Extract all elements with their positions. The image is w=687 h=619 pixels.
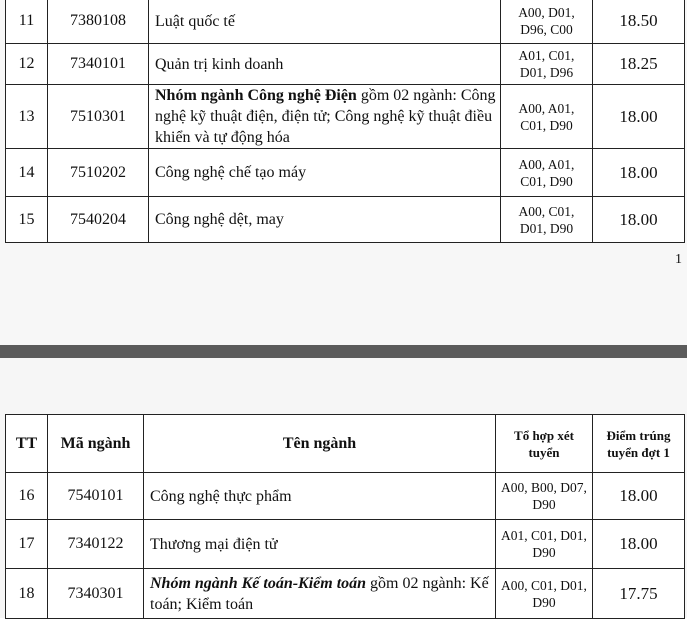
row-name-bold: Nhóm ngành Kế toán-Kiểm toán bbox=[150, 574, 367, 592]
row-score: 18.00 bbox=[593, 149, 685, 197]
row-code: 7340101 bbox=[48, 44, 149, 85]
table-row bbox=[6, 44, 685, 85]
row-tt: 16 bbox=[6, 473, 48, 520]
row-score: 18.00 bbox=[593, 473, 685, 520]
row-name-rest: gồm 02 ngành: Công nghệ kỹ thuật điện, điện tử; Công nghệ kỹ thuật điều khiển và tự động hóa bbox=[155, 87, 496, 146]
row-combo: A00, C01, D01, D90 bbox=[496, 569, 593, 619]
row-name: Công nghệ dệt, may bbox=[149, 197, 501, 243]
table-row bbox=[6, 473, 685, 520]
row-combo: A00, C01, D01, D90 bbox=[501, 197, 593, 243]
row-name: Quản trị kinh doanh bbox=[149, 44, 501, 85]
table-row bbox=[6, 520, 685, 569]
row-name: Thương mại điện tử bbox=[144, 520, 496, 569]
page-divider bbox=[0, 345, 687, 358]
table-row bbox=[6, 197, 685, 243]
header-name: Tên ngành bbox=[144, 415, 496, 473]
page-2 bbox=[0, 358, 687, 618]
header-tt: TT bbox=[6, 415, 48, 473]
row-code: 7340301 bbox=[48, 569, 144, 619]
admission-table-page-2 bbox=[5, 414, 685, 619]
header-score: Điểm trúng tuyển đợt 1 bbox=[593, 415, 685, 473]
table-row bbox=[6, 569, 685, 619]
row-combo: A00, A01, C01, D90 bbox=[501, 85, 593, 149]
row-name-rest: gồm 02 ngành: Kế toán; Kiểm toán bbox=[150, 574, 489, 613]
row-tt: 11 bbox=[6, 0, 48, 44]
row-combo: A00, A01, C01, D90 bbox=[501, 149, 593, 197]
row-code: 7510202 bbox=[48, 149, 149, 197]
row-score: 17.75 bbox=[593, 569, 685, 619]
row-score: 18.50 bbox=[593, 0, 685, 44]
row-score: 18.00 bbox=[593, 85, 685, 149]
row-name-bold: Nhóm ngành Công nghệ Điện bbox=[155, 87, 357, 104]
row-score: 18.00 bbox=[593, 197, 685, 243]
row-code: 7540204 bbox=[48, 197, 149, 243]
table-header bbox=[6, 415, 685, 473]
table-row bbox=[6, 85, 685, 149]
row-name: Luật quốc tế bbox=[149, 0, 501, 44]
row-tt: 18 bbox=[6, 569, 48, 619]
row-score: 18.25 bbox=[593, 44, 685, 85]
row-tt: 12 bbox=[6, 44, 48, 85]
row-tt: 15 bbox=[6, 197, 48, 243]
row-code: 7340122 bbox=[48, 520, 144, 569]
row-tt: 17 bbox=[6, 520, 48, 569]
header-code: Mã ngành bbox=[48, 415, 144, 473]
table-row bbox=[6, 0, 685, 44]
row-code: 7380108 bbox=[48, 0, 149, 44]
row-code: 7540101 bbox=[48, 473, 144, 520]
row-name bbox=[149, 85, 501, 149]
header-combo: Tổ hợp xét tuyển bbox=[496, 415, 593, 473]
page-number: 1 bbox=[675, 252, 682, 267]
row-name: Công nghệ thực phẩm bbox=[144, 473, 496, 520]
row-combo: A00, B00, D07, D90 bbox=[496, 473, 593, 520]
table-row bbox=[6, 149, 685, 197]
row-tt: 13 bbox=[6, 85, 48, 149]
row-code: 7510301 bbox=[48, 85, 149, 149]
row-combo: A01, C01, D01, D96 bbox=[501, 44, 593, 85]
row-tt: 14 bbox=[6, 149, 48, 197]
admission-table-page-1 bbox=[5, 0, 685, 243]
row-score: 18.00 bbox=[593, 520, 685, 569]
row-combo: A00, D01, D96, C00 bbox=[501, 0, 593, 44]
row-combo: A01, C01, D01, D90 bbox=[496, 520, 593, 569]
row-name bbox=[144, 569, 496, 619]
row-name: Công nghệ chế tạo máy bbox=[149, 149, 501, 197]
